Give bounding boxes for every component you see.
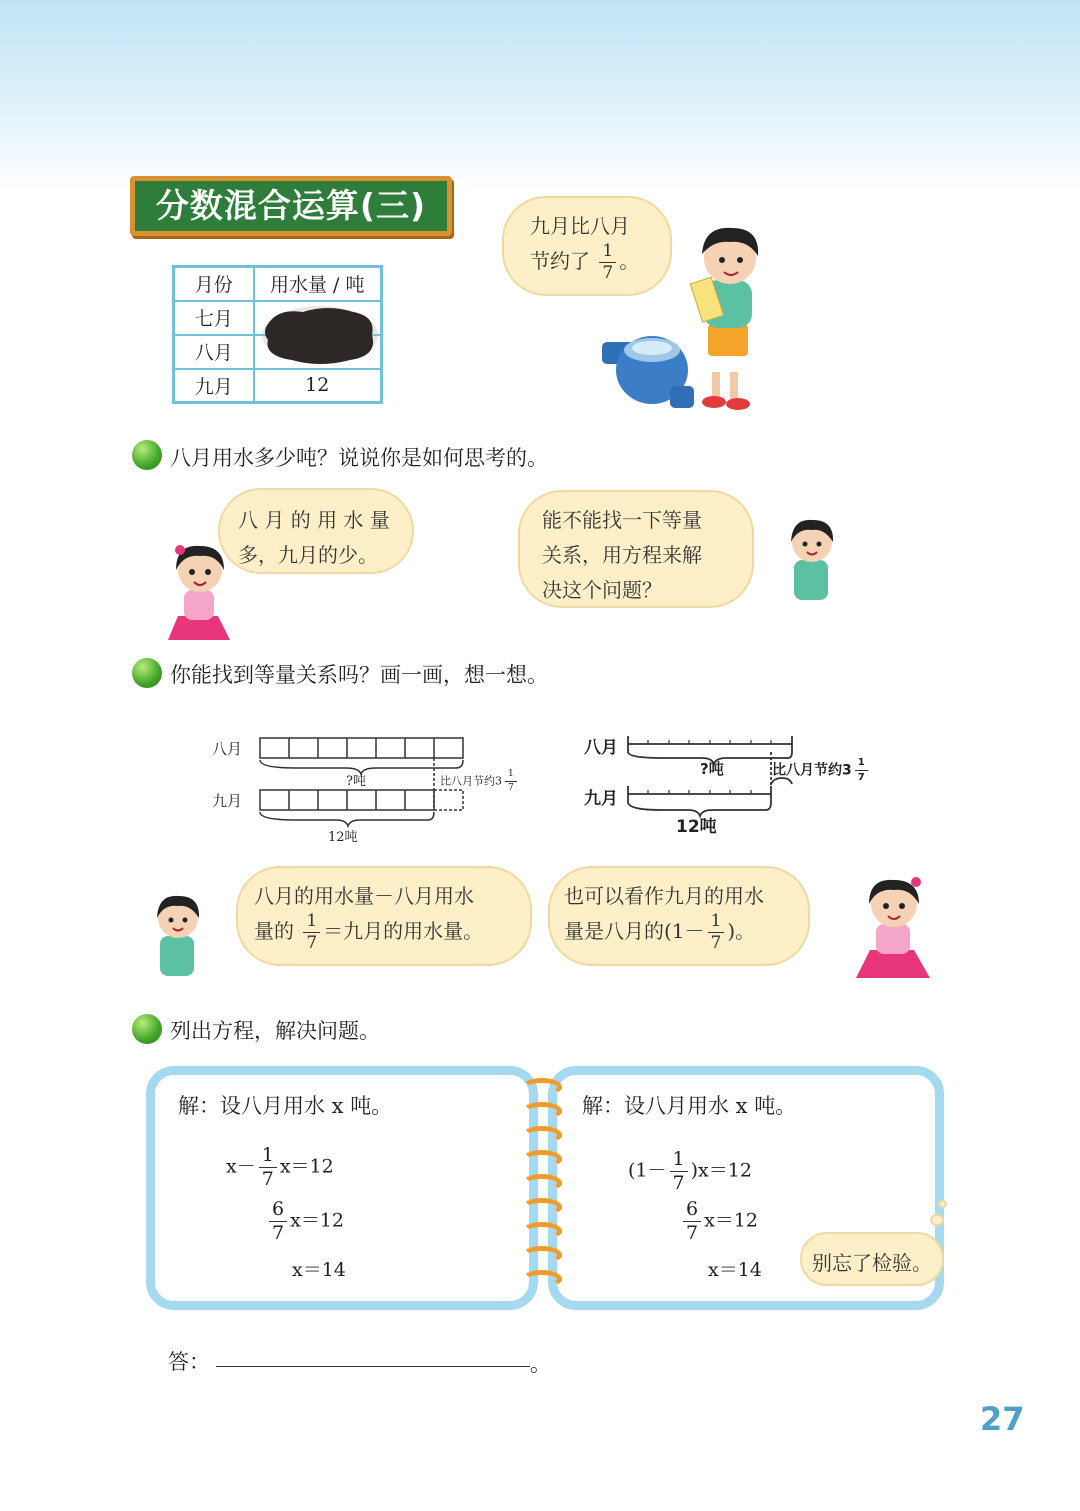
- left-diagram-aug-label: 八月: [212, 740, 243, 758]
- notebook-ring-icon: [522, 1198, 562, 1216]
- page-number: 27: [980, 1400, 1025, 1438]
- right-diagram-aug-label: 八月: [584, 738, 618, 758]
- table-header-row: [174, 267, 382, 301]
- fraction-denominator: 7: [686, 1222, 699, 1244]
- question-2: 你能找到等量关系吗？画一画，想一想。: [170, 663, 548, 687]
- answer-blank-line[interactable]: [216, 1366, 530, 1367]
- speech-bubble-boy-1: [518, 490, 754, 608]
- fraction-denominator: 7: [672, 1172, 685, 1194]
- fraction: [708, 913, 725, 952]
- right-equation-3: x＝14: [708, 1259, 762, 1281]
- question-bullet-icon: [132, 1014, 162, 1044]
- boy-illustration: [778, 512, 844, 604]
- equation-text: x＝12: [290, 1209, 344, 1232]
- equation-text: (1－: [628, 1159, 667, 1182]
- fraction: [303, 913, 320, 952]
- bubble-text: 决这个问题？: [542, 578, 662, 602]
- bubble-text: 量的: [254, 919, 294, 943]
- fraction-numerator: 1: [259, 1146, 277, 1168]
- notebook-ring-icon: [522, 1222, 562, 1240]
- left-equation-2: [266, 1200, 344, 1243]
- right-diagram-total-label: 12吨: [676, 817, 717, 837]
- equation-text: x＝12: [279, 1155, 334, 1178]
- bubble-text: 别忘了检验。: [812, 1251, 932, 1275]
- boy-illustration: [144, 888, 210, 980]
- question-bullet-icon: [132, 658, 162, 688]
- bubble-text: 八 月 的 用 水 量: [238, 508, 390, 532]
- fraction-numerator: 1: [708, 913, 725, 933]
- fraction-numerator: 1: [505, 770, 517, 782]
- fraction: [259, 1146, 277, 1189]
- fraction-numerator: 1: [855, 758, 868, 771]
- boy-with-clipboard-illustration: [596, 218, 772, 424]
- question-bullet-icon: [132, 440, 162, 470]
- answer-period: 。: [530, 1352, 551, 1376]
- right-equation-1: [628, 1150, 752, 1193]
- fraction-denominator: 7: [272, 1222, 285, 1244]
- bubble-text: 九月比八月: [530, 214, 630, 238]
- fraction: [269, 1200, 287, 1243]
- bubble-text: 能不能找一下等量: [542, 508, 702, 532]
- table-cell-month: 九月: [174, 369, 254, 403]
- table-header-month: 月份: [174, 267, 254, 301]
- fraction-denominator: 7: [602, 263, 614, 283]
- answer-label: 答：: [168, 1350, 210, 1374]
- equation-text: )x＝12: [690, 1159, 752, 1182]
- fraction-numerator: 1: [670, 1150, 688, 1172]
- left-diagram-sep-label: 九月: [212, 792, 243, 810]
- bubble-text: 。: [619, 249, 640, 273]
- girl-illustration: [846, 870, 942, 982]
- right-diagram-unknown-label: ?吨: [700, 760, 724, 778]
- left-diagram-unknown-label: ?吨: [346, 774, 366, 789]
- right-diagram-sep-label: 九月: [584, 789, 618, 809]
- notebook-ring-icon: [522, 1126, 562, 1144]
- fraction-denominator: 7: [261, 1168, 274, 1190]
- ink-smudge-illustration: [258, 302, 382, 368]
- fraction-denominator: 7: [508, 783, 514, 793]
- notebook-ring-icon: [522, 1078, 562, 1096]
- bubble-text: 关系，用方程来解: [542, 543, 702, 567]
- equation-text: x－: [226, 1155, 256, 1178]
- question-3: 列出方程，解决问题。: [170, 1019, 380, 1043]
- thought-dot-icon: [930, 1214, 944, 1226]
- lesson-title-board: [130, 176, 452, 236]
- label-text: 比八月节约3: [772, 762, 852, 779]
- fraction-numerator: 6: [683, 1200, 701, 1222]
- bubble-text: 多，九月的少。: [238, 543, 378, 567]
- reminder-thought-bubble: [800, 1232, 944, 1286]
- left-equation-3: x＝14: [292, 1259, 346, 1281]
- speech-bubble-girl-2: [548, 866, 810, 966]
- water-meter-icon: [602, 336, 694, 408]
- table-cell-month: 七月: [174, 301, 254, 335]
- left-solution-intro: 解：设八月用水 x 吨。: [178, 1094, 393, 1118]
- left-diagram-saved-label: [440, 770, 520, 793]
- right-solution-intro: 解：设八月用水 x 吨。: [582, 1094, 797, 1118]
- label-text: 比八月节约3: [440, 774, 502, 788]
- notebook-ring-icon: [522, 1150, 562, 1168]
- fraction: [670, 1150, 688, 1193]
- question-1: 八月用水多少吨？说说你是如何思考的。: [170, 446, 548, 470]
- sky-gradient-header: [0, 0, 1080, 190]
- notebook-ring-icon: [522, 1174, 562, 1192]
- equation-text: x＝12: [704, 1209, 758, 1232]
- fraction-numerator: 1: [303, 913, 320, 933]
- fraction-numerator: 6: [269, 1200, 287, 1222]
- bubble-text: 也可以看作九月的用水: [564, 884, 764, 908]
- fraction-denominator: 7: [710, 933, 722, 953]
- table-cell-value: 12: [254, 369, 382, 403]
- table-row: [174, 369, 382, 403]
- notebook-ring-icon: [522, 1102, 562, 1120]
- notebook-ring-icon: [522, 1270, 562, 1288]
- lesson-title: 分数混合运算(三): [155, 186, 427, 225]
- speech-bubble-girl-1: [218, 488, 414, 574]
- fraction-denominator: 7: [857, 772, 865, 783]
- bubble-text: ＝九月的用水量。: [323, 919, 484, 943]
- fraction: [855, 758, 868, 783]
- thought-dot-icon: [938, 1200, 947, 1208]
- bubble-text: )。: [727, 919, 756, 943]
- left-diagram-total-label: 12吨: [328, 830, 358, 845]
- right-diagram-saved-label: [772, 758, 871, 783]
- notebook-ring-icon: [522, 1246, 562, 1264]
- table-header-usage: 用水量 / 吨: [254, 267, 382, 301]
- fraction-numerator: 1: [599, 243, 616, 263]
- fraction-denominator: 7: [306, 933, 318, 953]
- bubble-text: 量是八月的(1－: [564, 919, 705, 943]
- fraction: [505, 770, 517, 793]
- left-equation-1: [226, 1146, 334, 1189]
- speech-bubble-boy-2: [236, 866, 532, 966]
- right-equation-2: [680, 1200, 758, 1243]
- bubble-text: 节约了: [530, 249, 590, 273]
- fraction: [683, 1200, 701, 1243]
- table-cell-month: 八月: [174, 335, 254, 369]
- bubble-text: 八月的用水量－八月用水: [254, 884, 474, 908]
